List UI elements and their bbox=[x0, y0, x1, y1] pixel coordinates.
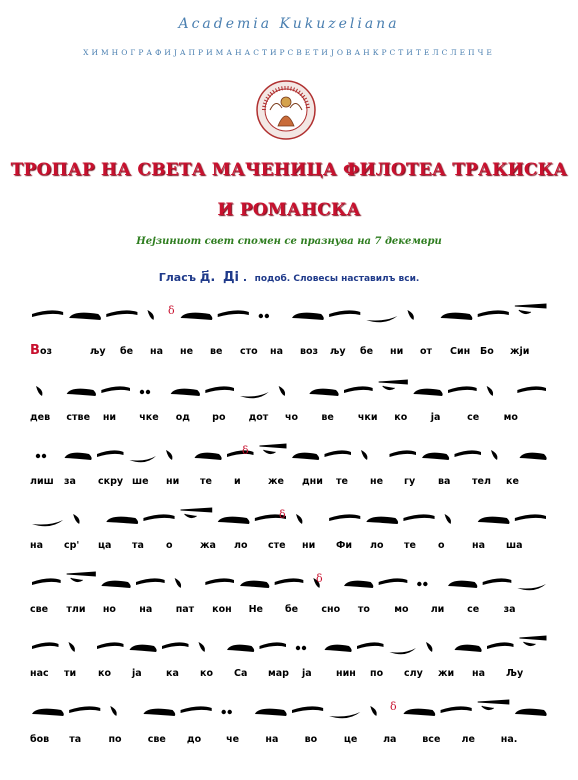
neume-glyphs bbox=[32, 636, 546, 654]
martyria-sign: δ bbox=[279, 508, 286, 521]
lyric-syllable: на bbox=[472, 668, 485, 679]
martyria-sign: δ bbox=[316, 572, 323, 585]
neume-ison bbox=[292, 453, 319, 460]
lyric-initial: В bbox=[30, 343, 40, 358]
lyric-syllable: ни bbox=[102, 412, 117, 423]
neume-ison bbox=[413, 389, 442, 396]
lyric-syllable: за bbox=[64, 476, 76, 487]
lyric-syllable: во bbox=[304, 734, 318, 745]
neume-kentima bbox=[296, 646, 306, 650]
neume-oligon bbox=[32, 310, 63, 317]
lyric-syllable: ја bbox=[430, 412, 441, 423]
neume-row-3 bbox=[28, 436, 548, 466]
lyric-syllable: жји bbox=[510, 346, 530, 357]
troparion-title-line2: И РОМАНСКА bbox=[217, 200, 361, 220]
lyric-syllable: и bbox=[234, 476, 241, 487]
neume-row-4 bbox=[28, 500, 548, 530]
neume-ison bbox=[344, 581, 373, 588]
lyric-syllable: до bbox=[186, 734, 202, 745]
neume-oxeia bbox=[379, 380, 408, 390]
neume-oligon bbox=[97, 642, 124, 649]
neume-oligon bbox=[448, 386, 477, 393]
lyric-line-6 bbox=[30, 668, 548, 684]
neume-ison bbox=[448, 581, 477, 588]
neume-oligon bbox=[101, 386, 130, 393]
neume-apostrophos bbox=[491, 450, 497, 460]
neume-oligon bbox=[106, 310, 137, 317]
neume-apostrophos bbox=[36, 386, 42, 396]
neume-kentima bbox=[417, 582, 427, 586]
neume-oligon bbox=[329, 514, 360, 521]
lyric-syllable: ти bbox=[64, 668, 77, 679]
lyric-syllable: се bbox=[467, 412, 480, 423]
lyric-syllable: чки bbox=[357, 412, 378, 423]
lyric-syllable: та bbox=[132, 540, 144, 551]
neume-ison bbox=[366, 517, 398, 524]
neume-glyphs bbox=[32, 508, 546, 526]
lyric-line-1 bbox=[30, 343, 548, 362]
neume-oligon bbox=[441, 706, 472, 713]
neume-kentima bbox=[222, 710, 232, 714]
martyria-sign: δ bbox=[242, 444, 249, 457]
neume-row-5 bbox=[28, 564, 548, 594]
neume-petasti bbox=[517, 584, 546, 590]
lyric-syllable: же bbox=[268, 476, 284, 487]
neume-kentima bbox=[259, 314, 269, 318]
neume-ison bbox=[65, 453, 92, 460]
neume-ison bbox=[309, 389, 338, 396]
martyria-sign: δ bbox=[390, 700, 397, 713]
neume-ison bbox=[143, 709, 175, 716]
neume-petasti bbox=[390, 648, 417, 654]
neume-ison bbox=[325, 645, 352, 652]
neume-oligon bbox=[227, 450, 254, 457]
neume-apostrophos bbox=[73, 514, 79, 524]
lyric-syllable: ни bbox=[390, 346, 404, 357]
lyric-syllable: оз bbox=[40, 346, 53, 357]
lyric-syllable: Фи bbox=[336, 540, 353, 551]
neume-ison bbox=[455, 645, 482, 652]
neume-row-1 bbox=[28, 296, 548, 326]
lyric-syllable: бе bbox=[360, 346, 374, 357]
lyric-syllable: ва bbox=[438, 476, 451, 487]
neume-glyphs bbox=[36, 444, 547, 462]
lyric-syllable: та bbox=[69, 734, 82, 745]
neume-ison bbox=[255, 709, 287, 716]
neume-oligon bbox=[292, 706, 323, 713]
neume-apostrophos bbox=[147, 310, 153, 320]
lyric-syllable: на bbox=[30, 540, 43, 551]
neume-ison bbox=[403, 709, 435, 716]
lyric-syllable: по bbox=[108, 734, 122, 745]
lyric-syllable: дев bbox=[30, 412, 51, 423]
neume-oligon bbox=[455, 450, 482, 457]
lyric-line-5 bbox=[30, 604, 548, 620]
neume-petasti bbox=[329, 712, 360, 718]
martyria-sign: δ bbox=[168, 304, 175, 317]
neume-ison bbox=[106, 517, 138, 524]
lyric-syllable: дни bbox=[302, 476, 323, 487]
lyric-syllable: ве bbox=[321, 412, 334, 423]
lyric-syllable: ја bbox=[132, 668, 142, 679]
neume-oligon bbox=[205, 578, 234, 585]
neume-apostrophos bbox=[370, 706, 376, 716]
lyric-syllable: дот bbox=[248, 412, 269, 423]
neume-ison bbox=[195, 453, 222, 460]
neume-oligon bbox=[478, 310, 509, 317]
neume-petasti bbox=[32, 520, 63, 526]
neume-oxeia bbox=[260, 444, 287, 454]
neume-apostrophos bbox=[407, 310, 413, 320]
neume-ison bbox=[515, 709, 547, 716]
lyric-syllable: чо bbox=[285, 412, 299, 423]
lyric-syllable: на bbox=[150, 346, 163, 357]
neume-oligon bbox=[275, 578, 304, 585]
lyric-syllable: тли bbox=[66, 604, 86, 615]
neume-oligon bbox=[325, 450, 352, 457]
neume-oxeia bbox=[515, 304, 546, 314]
lyric-syllable: стве bbox=[66, 412, 91, 423]
lyric-syllable: од bbox=[175, 412, 190, 423]
neume-glyphs bbox=[36, 380, 546, 398]
neume-glyphs bbox=[32, 304, 546, 322]
tone-podoben: подоб. Словесы наставилъ вси. bbox=[254, 274, 420, 284]
lyric-syllable: ша bbox=[506, 540, 523, 551]
lyric-syllable: на. bbox=[500, 734, 518, 745]
neume-oxeia bbox=[181, 508, 212, 518]
lyric-syllable: све bbox=[30, 604, 49, 615]
lyric-syllable: че bbox=[226, 734, 240, 745]
lyric-syllable: мо bbox=[503, 412, 518, 423]
neume-oligon bbox=[357, 642, 384, 649]
lyric-syllable: гу bbox=[404, 476, 416, 487]
lyric-syllable: скру bbox=[98, 476, 124, 487]
lyric-syllable: но bbox=[102, 604, 116, 615]
lyric-syllable: Са bbox=[234, 668, 248, 679]
neume-petasti bbox=[130, 456, 157, 462]
neume-apostrophos bbox=[296, 514, 302, 524]
neume-row-2 bbox=[28, 372, 548, 402]
neume-oxeia bbox=[478, 700, 509, 710]
neume-oligon bbox=[517, 386, 546, 393]
lyric-syllable: те bbox=[404, 540, 416, 551]
tone-label: Гласъ bbox=[158, 271, 196, 284]
lyric-syllable: слу bbox=[404, 668, 423, 679]
lyric-syllable: жа bbox=[200, 540, 216, 551]
troparion-title-line1: ТРОПАР НА СВЕТА МАЧЕНИЦА ФИЛОТЕА ТРАКИСКА bbox=[10, 160, 568, 180]
neume-ison bbox=[130, 645, 157, 652]
lyric-syllable: ле bbox=[461, 734, 475, 745]
lyric-syllable: нин bbox=[336, 668, 356, 679]
lyric-syllable: от bbox=[420, 346, 433, 357]
neume-ison bbox=[101, 581, 130, 588]
lyric-syllable: ко bbox=[98, 668, 111, 679]
neume-apostrophos bbox=[199, 642, 205, 652]
lyric-syllable: не bbox=[180, 346, 194, 357]
lyric-syllable: те bbox=[200, 476, 212, 487]
neume-oligon bbox=[181, 706, 212, 713]
lyric-syllable: на bbox=[265, 734, 279, 745]
neume-glyphs bbox=[32, 700, 547, 718]
neume-oligon bbox=[32, 578, 61, 585]
lyric-syllable: ср' bbox=[64, 540, 80, 551]
lyric-syllable: жи bbox=[438, 668, 455, 679]
neume-oligon bbox=[390, 450, 417, 457]
tone-indication: Гласъ д҃. Ді . подоб. Словесы наставилъ вси. bbox=[158, 270, 420, 285]
lyric-syllable: ца bbox=[98, 540, 112, 551]
neume-oligon bbox=[218, 310, 249, 317]
neume-ison bbox=[478, 517, 510, 524]
neume-ison bbox=[32, 709, 64, 716]
neume-apostrophos bbox=[445, 514, 451, 524]
lyric-syllable: ро bbox=[212, 412, 226, 423]
lyric-syllable: ло bbox=[234, 540, 248, 551]
lyric-syllable: бе bbox=[285, 604, 299, 615]
lyric-syllable: ја bbox=[302, 668, 312, 679]
lyric-syllable: нас bbox=[30, 668, 49, 679]
lyric-syllable: ли bbox=[430, 604, 445, 615]
neume-ison bbox=[181, 313, 213, 320]
neume-ison bbox=[441, 313, 473, 320]
neume-ison bbox=[240, 581, 269, 588]
monastery-seal bbox=[256, 80, 316, 140]
lyric-line-4 bbox=[30, 540, 548, 556]
lyric-syllable: љу bbox=[330, 346, 346, 357]
neume-glyphs bbox=[32, 572, 546, 590]
neume-ison bbox=[69, 313, 101, 320]
neume-apostrophos bbox=[361, 450, 367, 460]
neume-ison bbox=[292, 313, 324, 320]
neume-apostrophos bbox=[175, 578, 181, 588]
lyric-syllable: ни bbox=[302, 540, 316, 551]
neume-apostrophos bbox=[69, 642, 75, 652]
lyric-syllable: тел bbox=[472, 476, 491, 487]
neume-oligon bbox=[329, 310, 360, 317]
lyric-syllable: сте bbox=[268, 540, 286, 551]
neume-kentima bbox=[140, 390, 150, 394]
lyric-syllable: Син bbox=[450, 346, 471, 357]
neume-petasti bbox=[366, 316, 397, 322]
neume-apostrophos bbox=[110, 706, 116, 716]
lyric-line-7 bbox=[30, 734, 548, 750]
neume-ison bbox=[227, 645, 254, 652]
lyric-syllable: ше bbox=[132, 476, 149, 487]
lyric-syllable: ка bbox=[166, 668, 179, 679]
lyric-syllable: ве bbox=[210, 346, 223, 357]
lyric-syllable: по bbox=[370, 668, 384, 679]
lyric-syllable: сто bbox=[240, 346, 258, 357]
neume-ison bbox=[422, 453, 449, 460]
neume-row-6 bbox=[28, 628, 548, 658]
neume-oligon bbox=[515, 514, 546, 521]
neume-oligon bbox=[379, 578, 408, 585]
neume-oligon bbox=[483, 578, 512, 585]
neume-ison bbox=[520, 453, 547, 460]
lyric-syllable: пат bbox=[175, 604, 195, 615]
neume-oligon bbox=[344, 386, 373, 393]
neume-ison bbox=[218, 517, 250, 524]
neume-oxeia bbox=[67, 572, 96, 582]
lyric-syllable: це bbox=[343, 734, 358, 745]
neume-oligon bbox=[162, 642, 189, 649]
lyric-syllable: ло bbox=[370, 540, 384, 551]
lyric-syllable: ко bbox=[200, 668, 213, 679]
lyric-syllable: лиш bbox=[30, 476, 54, 487]
neume-ison bbox=[171, 389, 200, 396]
lyric-syllable: чке bbox=[139, 412, 159, 423]
neume-oligon bbox=[260, 642, 287, 649]
lyric-syllable: воз bbox=[300, 346, 319, 357]
neume-apostrophos bbox=[426, 642, 432, 652]
lyric-syllable: на bbox=[270, 346, 283, 357]
neume-oligon bbox=[205, 386, 234, 393]
neume-oxeia bbox=[520, 636, 547, 646]
neume-ison bbox=[67, 389, 96, 396]
lyric-syllable: Бо bbox=[480, 346, 494, 357]
neume-oligon bbox=[403, 514, 434, 521]
lyric-syllable: бе bbox=[120, 346, 134, 357]
neume-kentima bbox=[36, 454, 46, 458]
lyric-syllable: ла bbox=[383, 734, 397, 745]
lyric-syllable: све bbox=[147, 734, 166, 745]
neume-oligon bbox=[69, 706, 100, 713]
lyric-syllable: кон bbox=[212, 604, 232, 615]
neume-oligon bbox=[487, 642, 514, 649]
neume-oligon bbox=[97, 450, 124, 457]
lyric-syllable: на bbox=[139, 604, 153, 615]
neume-apostrophos bbox=[487, 386, 493, 396]
lyric-syllable: за bbox=[503, 604, 516, 615]
lyric-syllable: ни bbox=[166, 476, 180, 487]
lyric-syllable: љу bbox=[90, 346, 106, 357]
lyric-syllable: то bbox=[357, 604, 370, 615]
lyric-syllable: не bbox=[370, 476, 384, 487]
lyric-syllable: Не bbox=[248, 604, 263, 615]
lyric-syllable: о bbox=[166, 540, 173, 551]
neume-row-7 bbox=[28, 692, 548, 722]
neume-apostrophos bbox=[166, 450, 172, 460]
lyric-syllable: Љу bbox=[506, 668, 524, 679]
neume-oligon bbox=[32, 642, 59, 649]
neume-apostrophos bbox=[279, 386, 285, 396]
lyric-syllable: на bbox=[472, 540, 485, 551]
lyric-syllable: все bbox=[422, 734, 441, 745]
lyric-line-2 bbox=[30, 412, 548, 428]
commemoration-note: Нејзиниот свет спомен се празнува на 7 декември bbox=[136, 236, 442, 247]
neume-petasti bbox=[240, 392, 269, 398]
lyric-line-3 bbox=[30, 476, 548, 492]
lyric-syllable: ко bbox=[394, 412, 408, 423]
academy-heading: Academia Kukuzeliana bbox=[178, 16, 400, 32]
lyric-syllable: мар bbox=[268, 668, 289, 679]
lyric-syllable: ке bbox=[506, 476, 519, 487]
neume-oligon bbox=[143, 514, 174, 521]
tone-pitch: Ді bbox=[222, 270, 239, 285]
neume-oligon bbox=[136, 578, 165, 585]
lyric-syllable: о bbox=[438, 540, 445, 551]
lyric-syllable: се bbox=[467, 604, 480, 615]
lyric-syllable: те bbox=[336, 476, 348, 487]
tone-mode: д҃. bbox=[199, 270, 216, 285]
lyric-syllable: мо bbox=[394, 604, 409, 615]
lyric-syllable: бов bbox=[30, 734, 50, 745]
monastery-subline: ХИМНОГРАФИЈАПРИМАНАСТИРСВЕТИЈОВАНКРСТИТЕЛСЛЕПЧЕ bbox=[83, 48, 495, 57]
lyric-syllable: сно bbox=[321, 604, 341, 615]
